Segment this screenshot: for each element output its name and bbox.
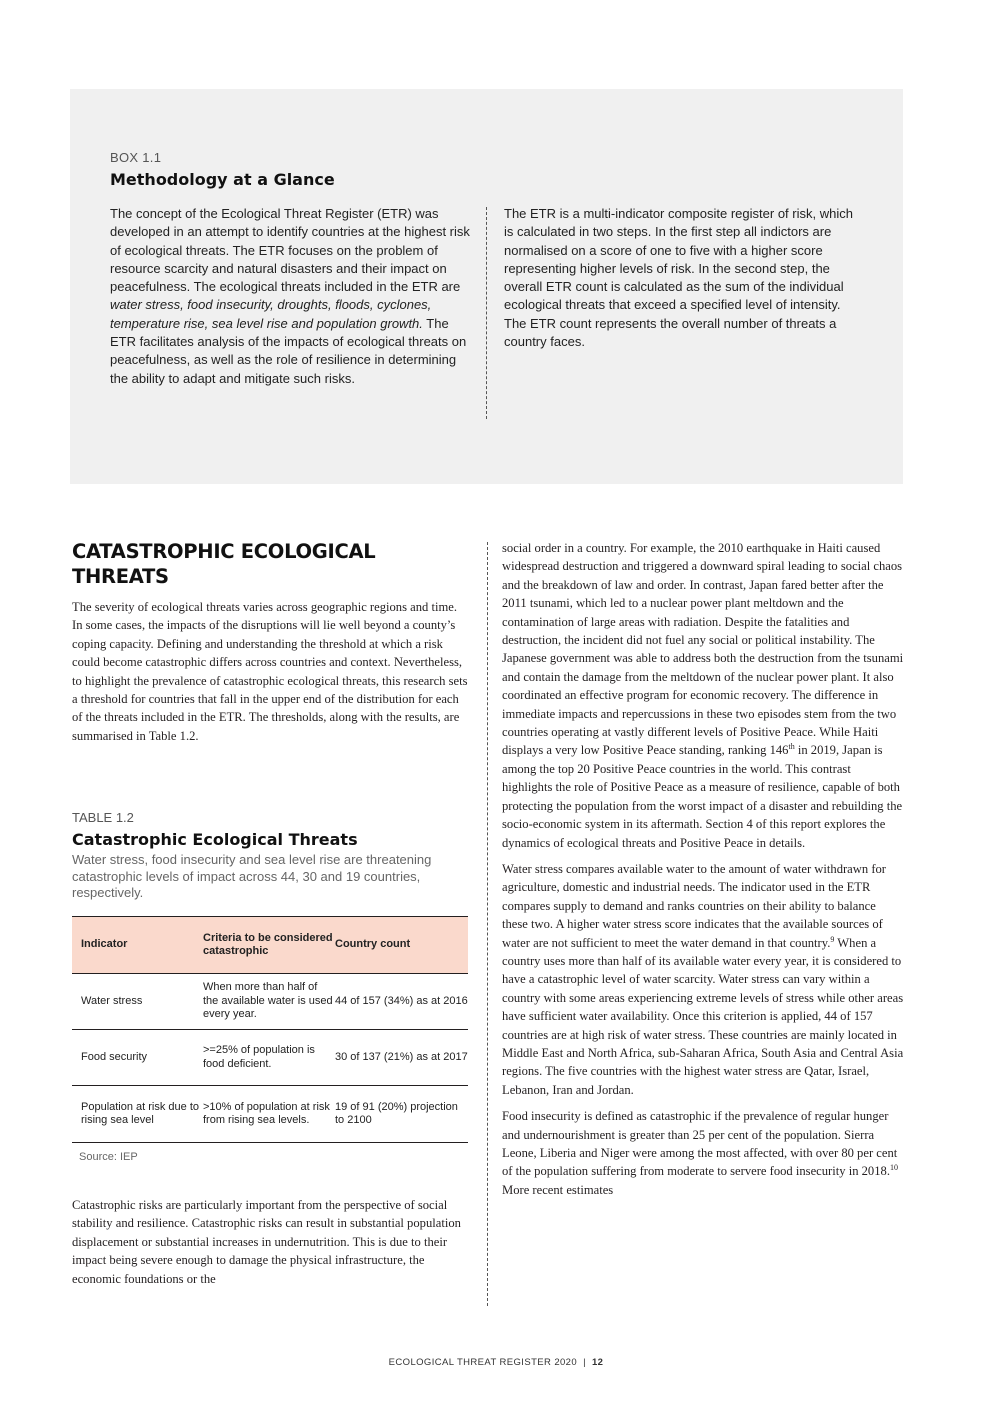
table-cell: >10% of population at risk from rising sea levels. bbox=[203, 1100, 330, 1126]
text-run: Food insecurity is defined as catastrophic if the prevalence of regular hunger and undernourishment is greater than 25 per cent of the population. Sierra Leone, Liberia and Niger were among the most affected, with over 80 per cent of the population suffering from moderate to servere food insecurity in 2018. bbox=[502, 1109, 898, 1179]
box-label: BOX 1.1 bbox=[110, 150, 162, 165]
table-label: TABLE 1.2 bbox=[72, 810, 134, 825]
table-header-row bbox=[72, 917, 468, 974]
page-footer bbox=[0, 1357, 992, 1368]
table-cell: 30 of 137 (21%) as at 2017 bbox=[335, 1050, 468, 1063]
text-run: in 2019, Japan is among the top 20 Positive Peace countries in the world. This contrast highlights the role of Positive Peace as a measure of resilience, capable of both protecting the population from the worst impact of a disaster and rebuilding the socio-economic system in its aftermath. Section 4 of this report explores the dynamics of ecological threats and Positive Peace in details. bbox=[502, 743, 903, 850]
table-row bbox=[72, 974, 468, 1030]
box-text-italic: water stress, food insecurity, droughts, floods, cyclones, temperature rise, sea level rise and population growth. bbox=[110, 297, 432, 331]
box-divider bbox=[486, 207, 487, 419]
footnote-ref: 10 bbox=[889, 1163, 898, 1173]
paragraph-water-stress bbox=[502, 860, 904, 1099]
table-cell: 44 of 157 (34%) as at 2016 bbox=[335, 994, 468, 1007]
table-subtitle: Water stress, food insecurity and sea level rise are threatening catastrophic levels of impact across 44, 30 and 19 countries, respectively. bbox=[72, 852, 432, 900]
box-column-right: The ETR is a multi-indicator composite register of risk, which is calculated in two steps. In the first step all indictors are normalised on a score of one to five with a higher score representing higher levels of risk. In the second step, the overall ETR count is calculated as the sum of the individual ecological threats that exceed a specified level of intensity. The ETR count represents the overall number of threats a country faces. bbox=[504, 206, 853, 350]
box-text-pre: The concept of the Ecological Threat Register (ETR) was developed in an attempt to identify countries at the highest risk of ecological threats. The ETR focuses on the problem of resource scarcity and natural disasters and their impact on peacefulness. The ecological threats included in the ETR are bbox=[110, 206, 470, 295]
section-intro bbox=[72, 598, 468, 753]
table-cell: Food security bbox=[81, 1050, 148, 1063]
section-title: CATASTROPHIC ECOLOGICAL THREATS bbox=[72, 540, 376, 588]
footer-separator: | bbox=[583, 1357, 586, 1368]
text-run: social order in a country. For example, the 2010 earthquake in Haiti caused widespread destruction and triggered a downward spiral leading to social chaos and the breakdown of law and order. In contrast, Japan fared better after the 2011 tsunami, which led to a nuclear power plant meltdown and the contamination of large areas with radiation. Despite the fatalities and destruction, the incident did not fuel any social or political instability. The Japanese government was able to address both the destruction from the tsunami and contain the damage from the meltdown of the nuclear power plant. It also coordinated an effective program for economic recovery. The difference in immediate impacts and repercussions in these two episodes stem from the two countries operating at vastly different levels of Positive Peace. While Haiti displays a very low Positive Peace standing, ranking 146 bbox=[502, 541, 904, 758]
table-header-cell: Indicator bbox=[81, 938, 128, 951]
column-divider bbox=[487, 542, 488, 1306]
intro-paragraph: The severity of ecological threats varies across geographic regions and time. In some cases, the impacts of the disruptions will lie well beyond a county’s coping capacity. Defining and understanding the threshold at which a risk could become catastrophic differs across countries and context. Nevertheless, to highlight the prevalence of catastrophic ecological threats, this research sets a threshold for countries that fall in the upper end of the distribution for each of the threats included in the ETR. The thresholds, along with the results, are summarised in Table 1.2. bbox=[72, 600, 468, 743]
page-number: 12 bbox=[591, 1357, 604, 1368]
table-header-cell: Criteria to be considered catastrophic bbox=[203, 931, 333, 957]
after-table-paragraph: Catastrophic risks are particularly important from the perspective of social stability and resilience. Catastrophic risks can result in substantial population displacement or substantial increases in undernutrition. This is due to their impact being severe enough to damage the physical infrastructure, the economic foundations or the bbox=[72, 1198, 461, 1286]
superscript: th bbox=[788, 742, 795, 752]
table-cell: Water stress bbox=[81, 994, 143, 1007]
methodology-box bbox=[70, 89, 903, 484]
box-text-post: The ETR facilitates analysis of the impacts of ecological threats on peacefulness, as well as the role of resilience in determining the ability to adapt and mitigate such risks. bbox=[110, 315, 467, 386]
table-cell: When more than half of the available water is used every year. bbox=[203, 981, 333, 1021]
table-row bbox=[72, 1030, 468, 1086]
footer-title: ECOLOGICAL THREAT REGISTER 2020 bbox=[388, 1357, 578, 1368]
catastrophic-threats-table bbox=[72, 916, 468, 1143]
text-run: Water stress compares available water to the amount of water withdrawn for agriculture, domestic and industrial needs. The indicator used in the ETR compares supply to demand and ranks countries on their ability to balance these two. A higher water stress score indicates that the available sources of water are not sufficient to meet the water demand in that country. bbox=[502, 861, 886, 950]
box-title: Methodology at a Glance bbox=[110, 170, 335, 189]
paragraph-positive-peace bbox=[502, 539, 904, 852]
text-run: More recent estimates bbox=[502, 1182, 614, 1197]
table-title: Catastrophic Ecological Threats bbox=[72, 830, 358, 849]
table-header-cell: Country count bbox=[335, 938, 411, 951]
text-run: When a country uses more than half of its available water every year, it is considered to have a catastrophic level of water scarcity. Water stress can vary within a country with some areas experiencing extreme levels of stress while other areas have sufficient water availability. Once this criterion is applied, 44 of 157 countries are at high risk of water stress. These countries are mainly located in Middle East and North Africa, sub-Saharan Africa, South Asia and Central Asia regions. The five countries with the highest water stress are Qatar, Israel, Lebanon, Iran and Jordan. bbox=[502, 935, 904, 1097]
table-row bbox=[72, 1086, 468, 1143]
table-cell: 19 of 91 (20%) projection to 2100 bbox=[335, 1100, 458, 1126]
paragraph-food-insecurity bbox=[502, 1107, 904, 1199]
after-table-text bbox=[72, 1196, 468, 1296]
footnote-ref: 9 bbox=[830, 934, 835, 944]
table-source: Source: IEP bbox=[79, 1151, 138, 1163]
table-cell: Population at risk due to rising sea level bbox=[81, 1100, 200, 1126]
table-cell: >=25% of population is food deficient. bbox=[203, 1044, 315, 1070]
right-column bbox=[502, 539, 904, 1207]
box-column-left bbox=[110, 205, 474, 388]
